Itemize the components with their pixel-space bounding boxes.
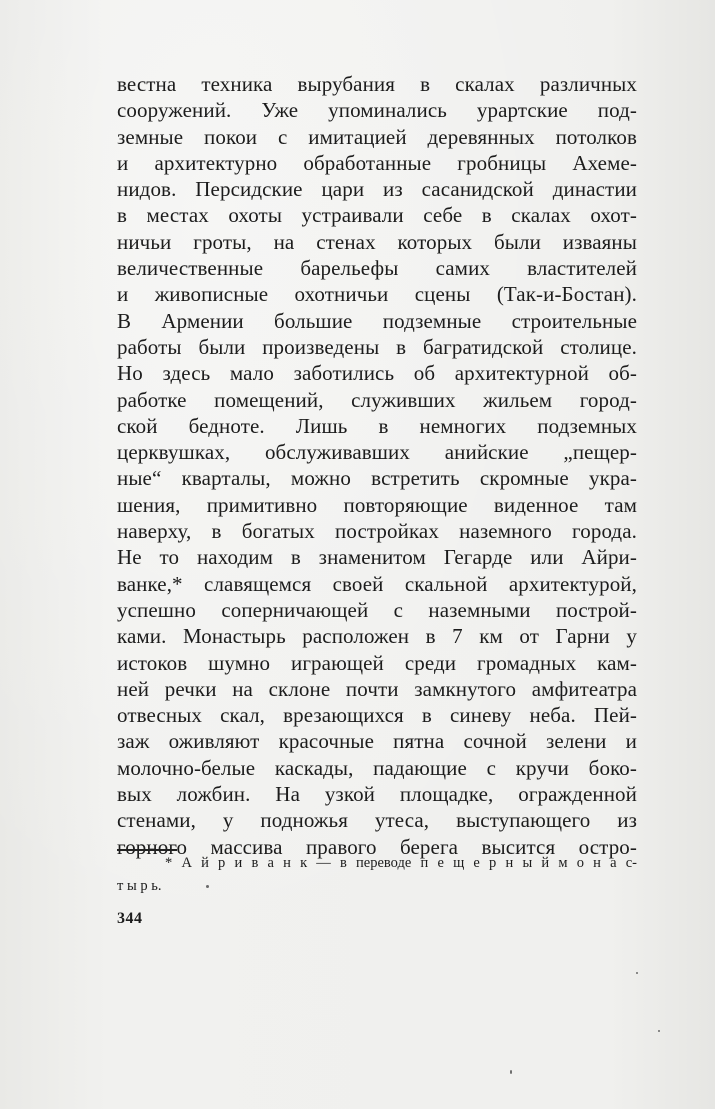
footnote-line: * А й р и в а н к — в переводе п е щ е р н ы й м о н а с-: [165, 855, 637, 871]
footnote-divider: [117, 849, 177, 851]
text-line: В Армении большие подземные строительные: [117, 308, 637, 333]
paper-speck: [658, 1030, 660, 1032]
text-line: земные покои с имитацией деревянных потолков: [117, 124, 637, 149]
text-line: истоков шумно играющей среди громадных кам-: [117, 650, 637, 675]
text-line: молочно-белые каскады, падающие с кручи боко-: [117, 755, 637, 780]
paper-speck: [206, 885, 209, 888]
text-line: работы были произведены в багратидской столице.: [117, 334, 637, 359]
text-line: нидов. Персидские цари из сасанидской династии: [117, 177, 637, 202]
footnote-line: т ы р ь.: [117, 878, 162, 894]
body-text: [117, 71, 637, 860]
text-line: ные“ кварталы, можно встретить скромные укра-: [117, 466, 637, 491]
text-line: шения, примитивно повторяющие виденное там: [117, 492, 637, 517]
text-line: величественные барельефы самих властителей: [117, 256, 637, 281]
text-line: сооружений. Уже упоминались урартские под-: [117, 98, 637, 123]
page-number: 344: [117, 910, 143, 927]
text-line: горного массива правого берега высится остро-: [117, 834, 637, 859]
text-line: Но здесь мало заботились об архитектурной об-: [117, 361, 637, 386]
text-line: ванке,* славящемся своей скальной архитектурой,: [117, 571, 637, 596]
paper-speck: [510, 1070, 512, 1074]
text-line: ничьи гроты, на стенах которых были изваяны: [117, 229, 637, 254]
paper-speck: [636, 972, 638, 974]
text-line: в местах охоты устраивали себе в скалах охот-: [117, 203, 637, 228]
footnote: [117, 852, 637, 898]
text-line: и живописные охотничьи сцены (Так-и-Бостан).: [117, 282, 637, 307]
text-line: вых ложбин. На узкой площадке, огражденной: [117, 782, 637, 807]
text-line: стенами, у подножья утеса, выступающего из: [117, 808, 637, 833]
text-line: наверху, в богатых постройках наземного города.: [117, 519, 637, 544]
text-line: успешно соперничающей с наземными построй-: [117, 597, 637, 622]
text-line: вестна техника вырубания в скалах различных: [117, 72, 637, 96]
text-line: заж оживляют красочные пятна сочной зелени и: [117, 729, 637, 754]
text-line: ками. Монастырь расположен в 7 км от Гарни у: [117, 624, 637, 649]
text-line: ской бедноте. Лишь в немногих подземных: [117, 413, 637, 438]
text-line: отвесных скал, врезающихся в синеву неба. Пей-: [117, 703, 637, 728]
text-line: работке помещений, служивших жильем город-: [117, 387, 637, 412]
text-line: церквушках, обслуживавших анийские „пещер-: [117, 440, 637, 465]
text-line: и архитектурно обработанные гробницы Ахеме-: [117, 150, 637, 175]
text-line: Не то находим в знаменитом Гегарде или Айри-: [117, 545, 637, 570]
text-line: ней речки на склоне почти замкнутого амфитеатра: [117, 676, 637, 701]
